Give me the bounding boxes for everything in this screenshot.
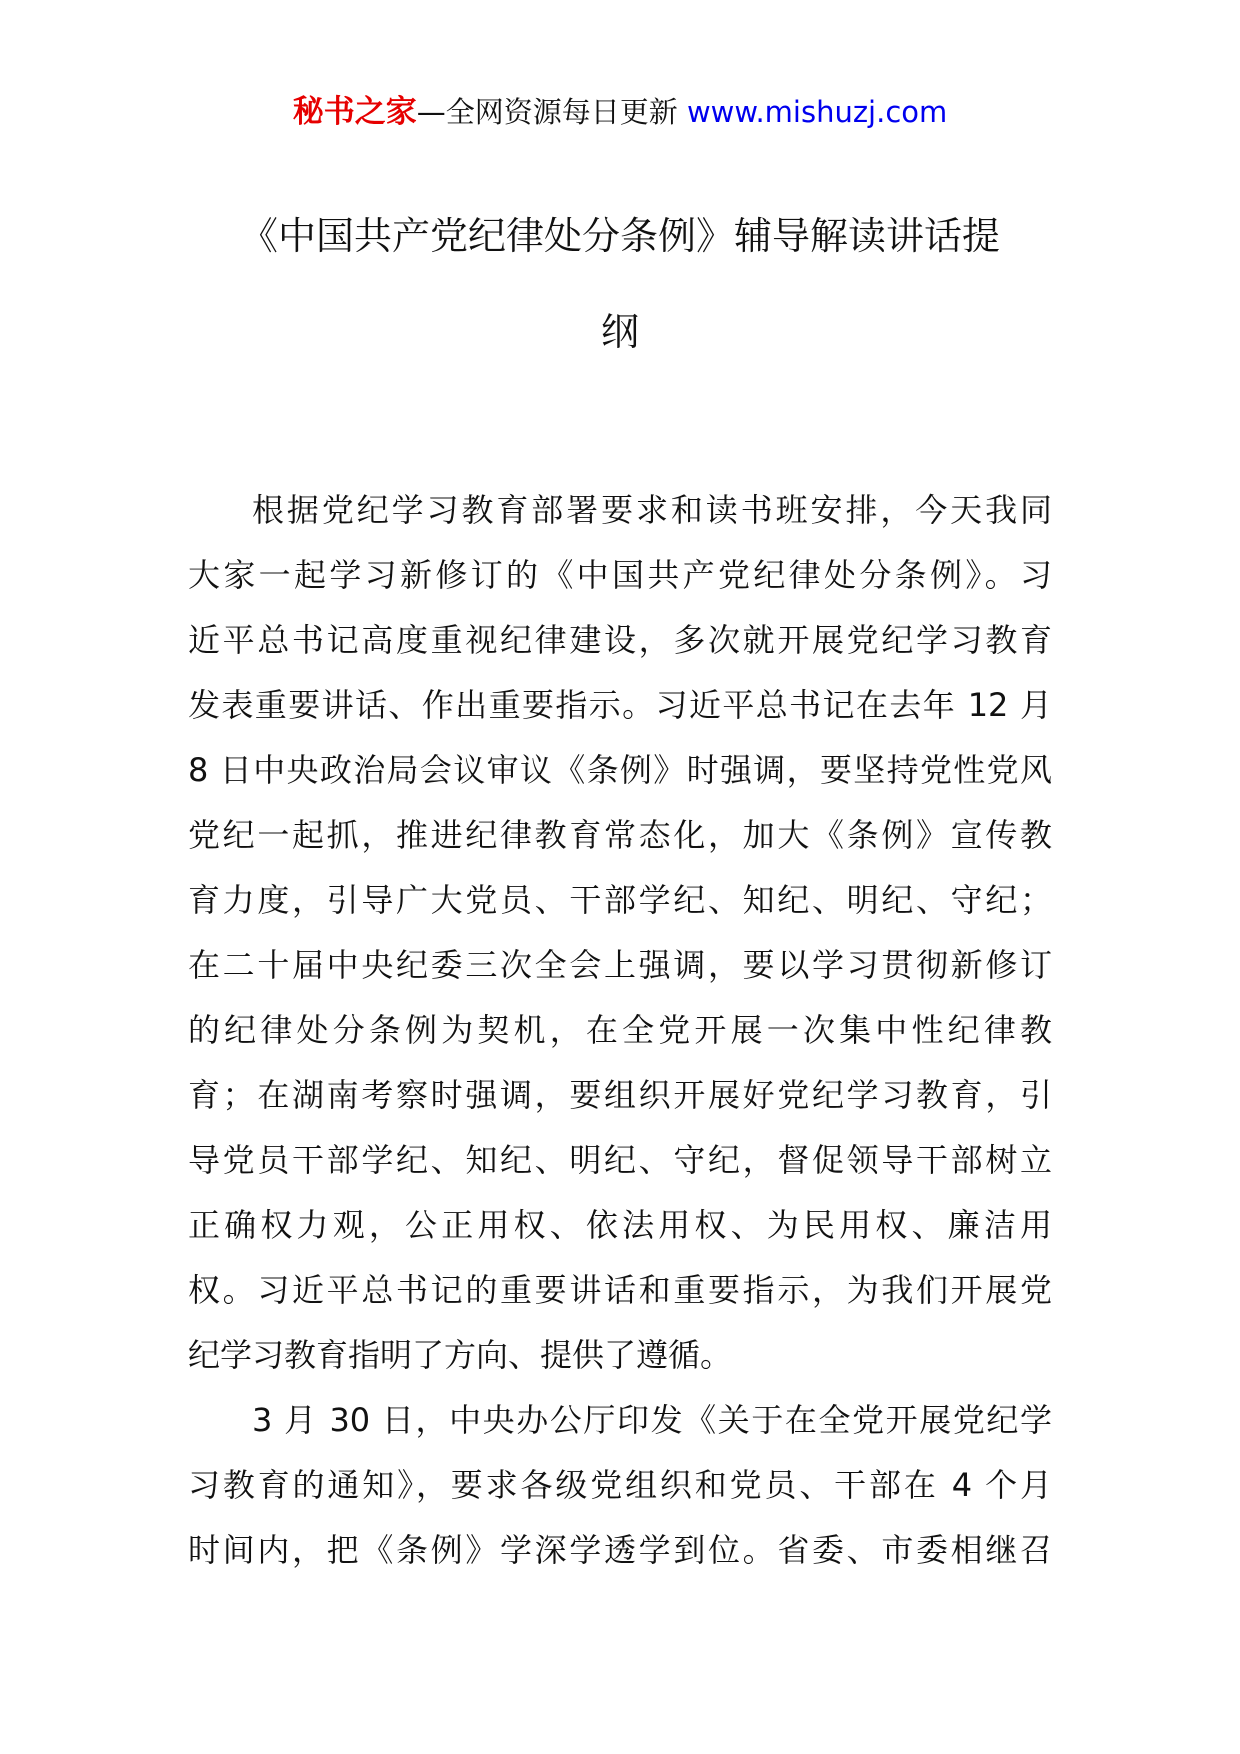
document-title — [190, 188, 1050, 380]
document-body — [188, 478, 1052, 1583]
paragraph-line: 根据党纪学习教育部署要求和读书班安排，今天我同 — [252, 491, 1052, 529]
header-tagline: —全网资源每日更新 — [416, 95, 678, 129]
paragraph-line: 党纪一起抓，推进纪律教育常态化，加大《条例》宣传教 — [188, 816, 1052, 854]
brand-name: 秘书之家 — [292, 94, 417, 130]
title-line-1: 《中国共产党纪律处分条例》辅导解读讲话提 — [239, 214, 1000, 258]
paragraph-line: 近平总书记高度重视纪律建设，多次就开展党纪学习教育 — [188, 621, 1052, 659]
paragraph-line: 权。习近平总书记的重要讲话和重要指示，为我们开展党 — [188, 1271, 1052, 1309]
paragraph-line: 纪学习教育指明了方向、提供了遵循。 — [188, 1336, 733, 1374]
paragraph-2 — [188, 1388, 1052, 1583]
paragraph-line: 时间内，把《条例》学深学透学到位。省委、市委相继召 — [188, 1531, 1052, 1569]
title-line-2: 纲 — [600, 310, 639, 354]
paragraph-line: 正确权力观，公正用权、依法用权、为民用权、廉洁用 — [188, 1206, 1052, 1244]
site-url-link[interactable]: www.mishuzj.com — [686, 95, 948, 129]
site-header — [0, 92, 1240, 132]
paragraph-line: 3 月 30 日，中央办公厅印发《关于在全党开展党纪学 — [252, 1401, 1052, 1439]
paragraph-line: 8 日中央政治局会议审议《条例》时强调，要坚持党性党风 — [188, 751, 1052, 789]
paragraph-1 — [188, 478, 1052, 1388]
paragraph-line: 导党员干部学纪、知纪、明纪、守纪，督促领导干部树立 — [188, 1141, 1052, 1179]
paragraph-line: 的纪律处分条例为契机，在全党开展一次集中性纪律教 — [188, 1011, 1052, 1049]
paragraph-line: 大家一起学习新修订的《中国共产党纪律处分条例》。习 — [188, 556, 1052, 594]
paragraph-line: 育力度，引导广大党员、干部学纪、知纪、明纪、守纪； — [188, 881, 1052, 919]
paragraph-line: 习教育的通知》，要求各级党组织和党员、干部在 4 个月 — [188, 1466, 1052, 1504]
paragraph-line: 在二十届中央纪委三次全会上强调，要以学习贯彻新修订 — [188, 946, 1052, 984]
paragraph-line: 发表重要讲话、作出重要指示。习近平总书记在去年 12 月 — [188, 686, 1052, 724]
paragraph-line: 育；在湖南考察时强调，要组织开展好党纪学习教育，引 — [188, 1076, 1052, 1114]
